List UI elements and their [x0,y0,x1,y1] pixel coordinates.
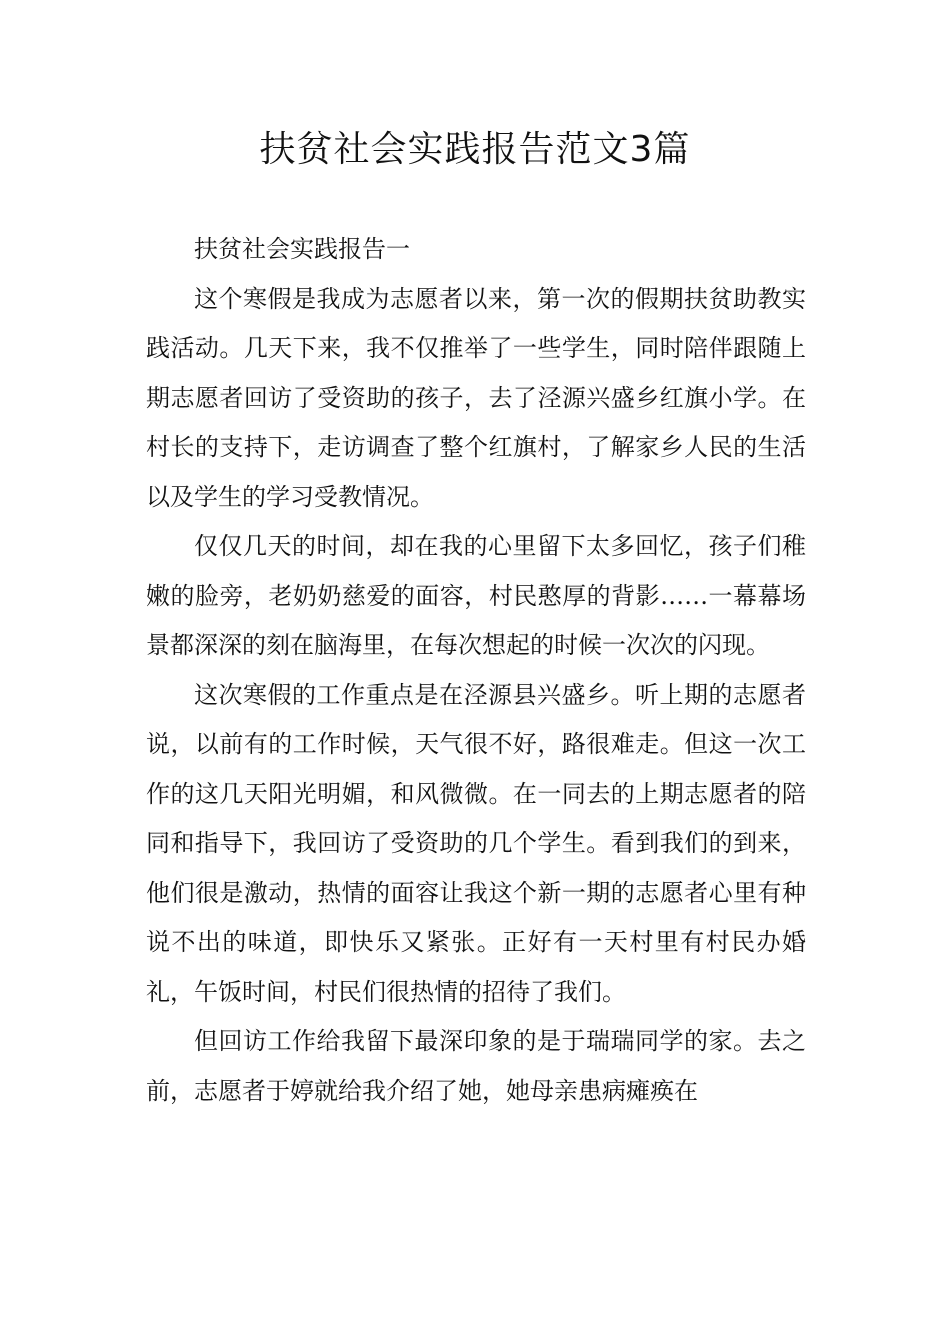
paragraph: 这个寒假是我成为志愿者以来，第一次的假期扶贫助教实践活动。几天下来，我不仅推举了一些学生，同时陪伴跟随上期志愿者回访了受资助的孩子，去了泾源兴盛乡红旗小学。在村长的支持下，走访调查了整个红旗村，了解家乡人民的生活以及学生的学习受教情况。 [146,284,806,511]
paragraph: 这次寒假的工作重点是在泾源县兴盛乡。听上期的志愿者说，以前有的工作时候，天气很不好，路很难走。但这一次工作的这几天阳光明媚，和风微微。在一同去的上期志愿者的陪同和指导下，我回访了受资助的几个学生。看到我们的到来，他们很是激动，热情的面容让我这个新一期的志愿者心里有种说不出的味道，即快乐又紧张。正好有一天村里有村民办婚礼，午饭时间，村民们很热情的招待了我们。 [146,680,806,1006]
section-heading: 扶贫社会实践报告一 [194,235,410,263]
document-body [146,225,806,1116]
paragraph: 但回访工作给我留下最深印象的是于瑞瑞同学的家。去之前，志愿者于婷就给我介绍了她，她母亲患病瘫痪在 [146,1027,806,1105]
paragraph: 仅仅几天的时间，却在我的心里留下太多回忆，孩子们稚嫩的脸旁，老奶奶慈爱的面容，村民憨厚的背影……一幕幕场景都深深的刻在脑海里，在每次想起的时候一次次的闪现。 [146,532,806,659]
document-title: 扶贫社会实践报告范文3篇 [259,129,691,170]
